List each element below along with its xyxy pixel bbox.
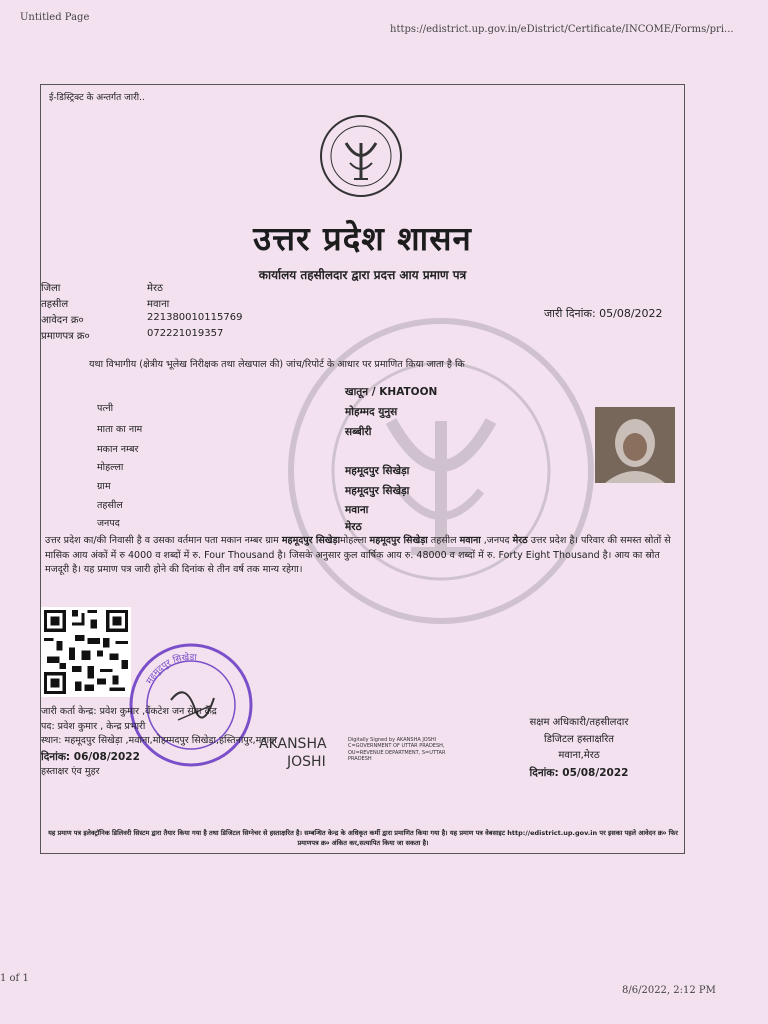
issuer-centre: जारी कर्ता केन्द्र: प्रवेश कुमार ,वेंकटेश जन सेवा केंद्र xyxy=(41,706,217,717)
field-locality: महमूदपुर सिखेड़ा xyxy=(345,465,410,477)
issuing-centre-details xyxy=(41,705,281,780)
meta-label: प्रमाणपत्र क्र० xyxy=(41,331,90,342)
field-label-mother: माता का नाम xyxy=(97,424,143,435)
meta-value: मेरठ xyxy=(147,283,163,294)
up-state-emblem-icon xyxy=(316,113,406,199)
field-village: महमूदपुर सिखेड़ा xyxy=(345,485,410,497)
field-label-locality: मोहल्ला xyxy=(97,462,124,473)
field-tehsil: मवाना xyxy=(345,504,369,516)
issued-under-edistrict: ई-डिस्ट्रिक्ट के अन्तर्गत जारी.. xyxy=(49,93,145,103)
meta-label: जिला xyxy=(41,283,61,294)
meta-label: तहसील xyxy=(41,299,69,310)
verification-qr-code xyxy=(41,607,131,697)
issuer-date: दिनांक: 06/08/2022 xyxy=(41,751,140,764)
certificate-title: उत्तर प्रदेश शासन xyxy=(253,219,472,258)
field-mother-name: सब्बीरी xyxy=(345,426,372,438)
issuer-signature-label: हस्ताक्षर एंव मुहर xyxy=(41,766,100,778)
competent-officer-block xyxy=(489,715,669,782)
issuer-place: स्थान: महमूदपुर सिखेड़ा ,मवाना,मोहम्मदपुर सिखेड़ा,हस्तिनापुर,मवाना xyxy=(41,735,277,747)
digital-signature-details: Digitally Signed by AKANSHA JOSHI C=GOVERNMENT OF UTTAR PRADESH, OU=REVENUE DEPARTMENT, S=UTTAR PRADESH xyxy=(348,737,446,762)
meta-value: 072221019357 xyxy=(147,328,224,339)
field-husband-name: मोहम्मद युनुस xyxy=(345,406,398,418)
certificate-body-text: उत्तर प्रदेश का/की निवासी है व उसका वर्तमान पता मकान नम्बर ग्राम महमूदपुर सिखेड़ामोहल्ला महमूदपुर सिखेड़ा तहसील मवाना ,जनपद मेरठ उत्तर प्रदेश है। परिवार की समस्त स्रोतों से मासिक आय अंकों में रु 4000 व शब्दों में रु. Four Thousand है। जिसके अनुसार कुल वार्षिक आय रु. 48000 व शब्दों में रु. Forty Eight Thousand है। आय का स्रोत मजदूरी है। यह प्रमाण पत्र जारी होने की दिनांक से तीन वर्ष तक मान्य रहेगा। xyxy=(45,535,671,576)
field-label-district: जनपद xyxy=(97,518,120,529)
svg-text:महमूदपुर सिखेड़ा: महमूदपुर सिखेड़ा xyxy=(144,652,197,687)
field-label-house-number: मकान नम्बर xyxy=(97,444,139,455)
meta-label: आवेदन क्र० xyxy=(41,315,84,326)
certificate-subtitle: कार्यालय तहसीलदार द्वारा प्रदत्त आय प्रमाण पत्र xyxy=(258,268,467,282)
meta-value: मवाना xyxy=(147,299,170,310)
certification-intro: यथा विभागीय (क्षेत्रीय भूलेख निरीक्षक तथा लेखपाल की) जांच/रिपोर्ट के आधार पर प्रमाणित किया जाता है कि xyxy=(89,359,465,370)
print-timestamp: 8/6/2022, 2:12 PM xyxy=(622,985,716,996)
field-label-husband: पत्नी xyxy=(97,403,114,414)
meta-value: 221380010115769 xyxy=(147,312,243,323)
issue-date: जारी दिनांक: 05/08/2022 xyxy=(544,307,663,320)
officer-date: दिनांक: 05/08/2022 xyxy=(529,766,629,779)
field-label-tehsil: तहसील xyxy=(97,500,123,511)
field-applicant-name: खातून / KHATOON xyxy=(345,386,438,398)
issuer-post: पद: प्रवेश कुमार , केन्द्र प्रभारी xyxy=(41,720,146,732)
applicant-photo xyxy=(595,407,675,483)
officer-designation: सक्षम अधिकारी/तहसीलदार xyxy=(529,717,629,728)
print-header-url: https://edistrict.up.gov.in/eDistrict/Certificate/INCOME/Forms/pri... xyxy=(390,24,734,35)
field-district: मेरठ xyxy=(345,521,362,533)
officer-location: मवाना,मेरठ xyxy=(558,750,600,761)
print-header-title: Untitled Page xyxy=(20,12,90,23)
officer-digitally-signed: डिजिटल हस्ताक्षरित xyxy=(544,733,614,745)
field-label-village: ग्राम xyxy=(97,481,111,492)
verification-notice: यह प्रमाण पत्र इलेक्ट्रॉनिक डिलिवरी सिस्टम द्वारा तैयार किया गया है तथा डिजिटल सिग्नेचर से हस्ताक्षरित है। सम्बन्धित केन्द्र के अधिकृत कर्मी द्वारा प्रमाणित किया गया है। यह प्रमाण पत्र वेबसाइट http://edistrict.up.gov.in पर इसका पहले आवेदन क्र० फिर प्रमाणपत्र क्र० अंकित कर,सत्यापित किया जा सकता है। xyxy=(48,829,678,847)
digital-signature-name: AKANSHA JOSHI xyxy=(259,736,327,771)
print-page-counter: 1 of 1 xyxy=(0,973,29,984)
income-certificate xyxy=(40,84,685,854)
